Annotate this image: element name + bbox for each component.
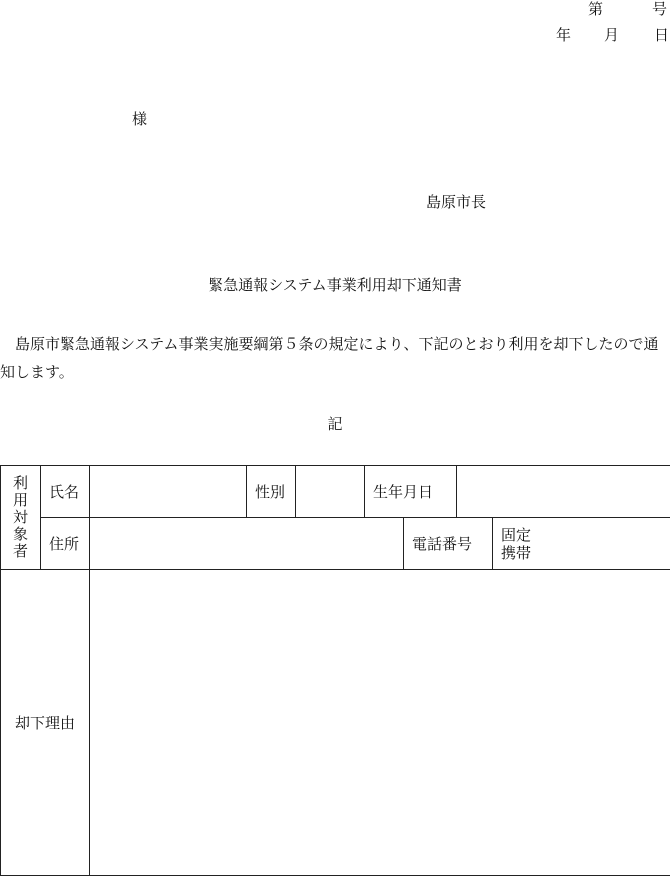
- sender-name: 島原市長: [426, 193, 487, 211]
- ki-heading: 記: [327, 415, 343, 433]
- document-title: 緊急通報システム事業利用却下通知書: [208, 276, 462, 294]
- date-month-label: 月: [604, 26, 620, 44]
- phone-type-fixed: 固定: [501, 525, 532, 544]
- gender-label: 性別: [247, 466, 296, 518]
- subject-label-char: 象: [12, 525, 28, 543]
- gender-value[interactable]: [296, 466, 365, 518]
- phone-type-labels: [493, 518, 670, 570]
- reason-label: 却下理由: [1, 570, 90, 876]
- phone-label: 電話番号: [404, 518, 493, 570]
- body-text: 島原市緊急通報システム事業実施要綱第５条の規定により、下記のとおり利用を却下したので通知します。: [0, 335, 659, 381]
- name-value[interactable]: [90, 466, 247, 518]
- birthdate-value[interactable]: [457, 466, 670, 518]
- subject-label-char: 用: [12, 491, 28, 509]
- subject-label-char: 利: [12, 474, 28, 492]
- date-day-label: 日: [654, 26, 670, 44]
- address-value[interactable]: [90, 518, 404, 570]
- date-year-label: 年: [556, 26, 572, 44]
- table-row: [1, 466, 670, 518]
- name-label: 氏名: [41, 466, 90, 518]
- phone-type-mobile: 携帯: [501, 543, 532, 562]
- recipient-honorific: 様: [132, 110, 148, 128]
- address-label: 住所: [41, 518, 90, 570]
- reason-value[interactable]: [90, 570, 670, 876]
- application-info-table: [0, 465, 670, 876]
- subject-label-char: 対: [12, 508, 28, 526]
- table-row: [1, 518, 670, 570]
- subject-label-char: 者: [12, 542, 28, 560]
- issue-number-suffix: 号: [652, 0, 668, 18]
- subject-label: [1, 466, 41, 570]
- table-row: [1, 570, 670, 876]
- issue-number-label: 第: [588, 0, 604, 18]
- birthdate-label: 生年月日: [365, 466, 457, 518]
